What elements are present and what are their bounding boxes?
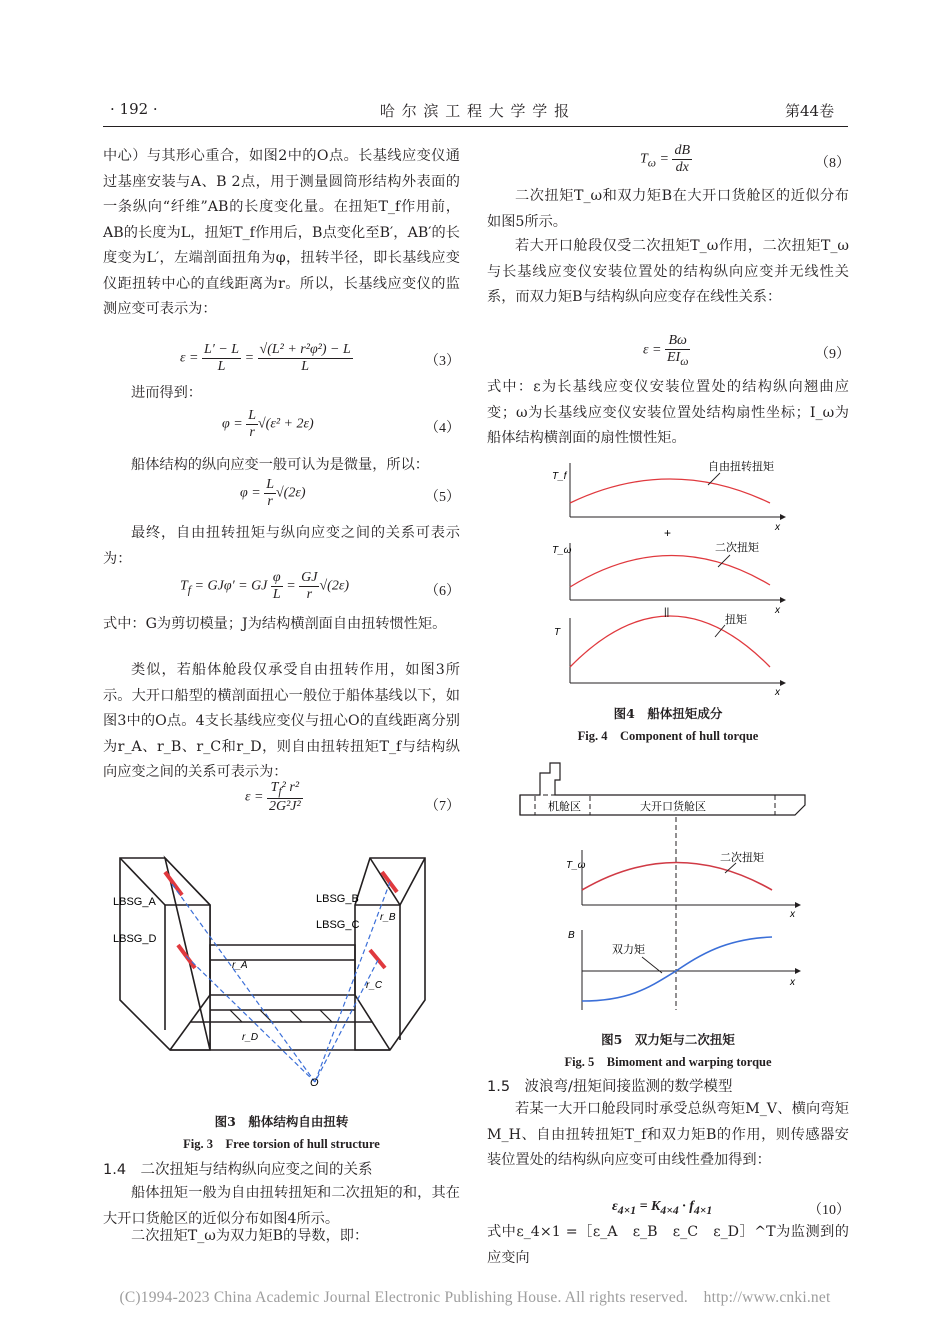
left-paragraph-1: 中心）与其形心重合，如图2中的O点。长基线应变仪通过基座安装与A、B 2点，用于测量圆筒形结构外表面的一条纵向“纤维”AB的长度变化量。在扭矩T_f作用前，AB的长度为L，扭矩T_f作用后，B点变化至B′，AB′的长度变为L′，左端剖面扭角为φ，扭转半径，即长基线应变仪距扭转中心的直线距离为r。所以，长基线应变仪的监测应变可表示为： [103, 148, 460, 317]
fig4-axis-x1: x [775, 522, 780, 533]
fig4-equals-sign: || [664, 607, 670, 618]
equation-5-number: （5） [425, 490, 460, 505]
figure-5-bimoment-warping [510, 755, 830, 1010]
fig5-axis-tw: T_ω [566, 860, 586, 871]
fig4-axis-x3: x [775, 687, 780, 695]
volume-label: 第44卷 [785, 102, 835, 120]
fig4-plus-sign: + [664, 526, 672, 540]
page-number: · 192 · [110, 100, 158, 118]
equation-3-number: （3） [425, 354, 460, 369]
figure-3-caption-cn: 图3 船体结构自由扭转 [214, 1114, 349, 1129]
equation-4: φ = $\frac{L}{r}$ √(ε² + 2ε) [222, 408, 314, 440]
fig4-label-free-torsion: 自由扭转扭矩 [708, 461, 774, 473]
left-paragraph-6: 类似，若船体舱段仅承受自由扭转作用，如图3所示。大开口船型的横剖面扭心一般位于船体基线以下，如图3中的O点。4支长基线应变仪与扭心O的直线距离分别为r_A、r_B、r_C和r_D，则自由扭转扭矩T_f与结构纵向应变之间的关系可表示为： [103, 662, 460, 780]
fig5-axis-b: B [568, 930, 575, 941]
fig4-axis-x2: x [775, 605, 780, 616]
fig3-label-lbsg-d: LBSG_D [113, 933, 157, 945]
equation-9-number: （9） [815, 347, 850, 362]
figure-3-hull-torsion [110, 850, 455, 1090]
fig4-label-torque: 扭矩 [725, 614, 747, 626]
equation-10: $\varepsilon_{4\times 1} = K_{4\times 4} \cdot f_{4\times 1}$ [612, 1199, 713, 1217]
fig3-label-lbsg-c: LBSG_C [316, 919, 360, 931]
fig5-label-warping-torque: 二次扭矩 [720, 852, 764, 864]
right-paragraph-5: 式中ε_4×1 =［ε_A ε_B ε_C ε_D］^T为监测到的应变向 [487, 1224, 849, 1266]
left-paragraph-3: 船体结构的纵向应变一般可认为是微量，所以： [131, 457, 429, 473]
figure-4-caption-en: Fig. 4 Component of hull torque [577, 729, 759, 743]
equation-8-number: （8） [815, 156, 850, 171]
left-paragraph-4: 最终，自由扭转扭矩与纵向应变之间的关系可表示为： [103, 525, 460, 567]
figure-5-caption-cn: 图5 双力矩与二次扭矩 [601, 1032, 735, 1047]
equation-7: ε = $\frac{T_f^2 r^2}{\text{2G²J²}}$ [245, 780, 301, 814]
section-1-5-heading: 1.5 波浪弯/扭矩间接监测的数学模型 [487, 1079, 733, 1095]
fig5-label-engine-room: 机舱区 [548, 801, 581, 813]
left-paragraph-5: 式中：G为剪切模量；J为结构横剖面自由扭转惯性矩。 [103, 616, 447, 632]
fig5-axis-x1: x [790, 909, 795, 920]
fig4-axis-t: T [554, 627, 561, 638]
left-paragraph-2: 进而得到： [131, 385, 202, 401]
equation-4-number: （4） [425, 421, 460, 436]
fig4-axis-tf: T_f [552, 471, 567, 482]
right-paragraph-3: 式中：ε为长基线应变仪安装位置处的结构纵向翘曲应变；ω为长基线应变仪安装位置处结构扇性坐标；I_ω为船体结构横剖面的扇性惯性矩。 [487, 379, 849, 446]
fig3-label-rd: r_D [242, 1032, 259, 1043]
right-paragraph-1: 二次扭矩T_ω和双力矩B在大开口货舱区的近似分布如图5所示。 [487, 188, 849, 230]
fig4-axis-tw: T_ω [552, 545, 572, 556]
fig3-label-rc: r_C [366, 980, 383, 991]
figure-4-torque-components [540, 455, 800, 695]
equation-8: $T_\omega$ = $\frac{dB}{dx}$ [640, 143, 691, 175]
fig5-label-bimoment: 双力矩 [612, 944, 645, 956]
left-paragraph-8: 二次扭矩T_ω为双力矩B的导数，即： [131, 1228, 369, 1244]
equation-7-number: （7） [425, 799, 460, 814]
section-1-4-heading: 1.4 二次扭矩与结构纵向应变之间的关系 [103, 1162, 373, 1178]
right-paragraph-4: 若某一大开口舱段同时承受总纵弯矩M_V、横向弯矩M_H、自由扭转扭矩T_f和双力矩B的作用，则传感器安装位置处的结构纵向应变可由线性叠加得到： [487, 1101, 849, 1168]
equation-6: $T_f = GJ\varphi'$ = GJ $\frac{\varphi}{L}$ = $\frac{GJ}{r}$ √(2ε) [180, 570, 350, 602]
figure-4-caption-cn: 图4 船体扭矩成分 [613, 706, 723, 721]
equation-5: φ = $\frac{L}{r}$ √(2ε) [240, 477, 306, 509]
equation-3: ε = $\frac{L' - L}{L}$ = $\frac{\text{√(L² + r²φ²) − L}}{L}$ [180, 342, 351, 374]
fig5-label-cargo-hold: 大开口货舱区 [640, 801, 706, 813]
fig3-label-lbsg-b: LBSG_B [316, 893, 359, 905]
right-paragraph-2: 若大开口舱段仅受二次扭矩T_ω作用，二次扭矩T_ω与长基线应变仪安装位置处的结构纵向应变并无线性关系，而双力矩B与结构纵向应变存在线性关系： [487, 238, 849, 305]
fig3-label-rb: r_B [380, 912, 396, 923]
header-rule [103, 126, 848, 127]
figure-5-caption-en: Fig. 5 Bimoment and warping torque [564, 1055, 772, 1069]
fig3-label-o: O [310, 1077, 319, 1089]
fig3-label-ra: r_A [232, 960, 248, 971]
journal-title: 哈 尔 滨 工 程 大 学 学 报 [379, 102, 571, 120]
fig4-label-warping-torque: 二次扭矩 [715, 542, 759, 554]
equation-6-number: （6） [425, 584, 460, 599]
fig3-label-lbsg-a: LBSG_A [113, 896, 156, 908]
figure-3-caption-en: Fig. 3 Free torsion of hull structure [183, 1137, 380, 1151]
left-paragraph-7: 船体扭矩一般为自由扭转扭矩和二次扭矩的和，其在大开口货舱区的近似分布如图4所示。 [103, 1185, 460, 1227]
equation-9: ε = $\frac{B\omega}{EI_\omega}$ [643, 333, 689, 368]
fig5-axis-x2: x [790, 977, 795, 988]
copyright-footer: (C)1994-2023 China Academic Journal Electronic Publishing House. All rights reserved. http://www.cnki.net [119, 1289, 831, 1306]
equation-10-number: （10） [808, 1203, 850, 1218]
